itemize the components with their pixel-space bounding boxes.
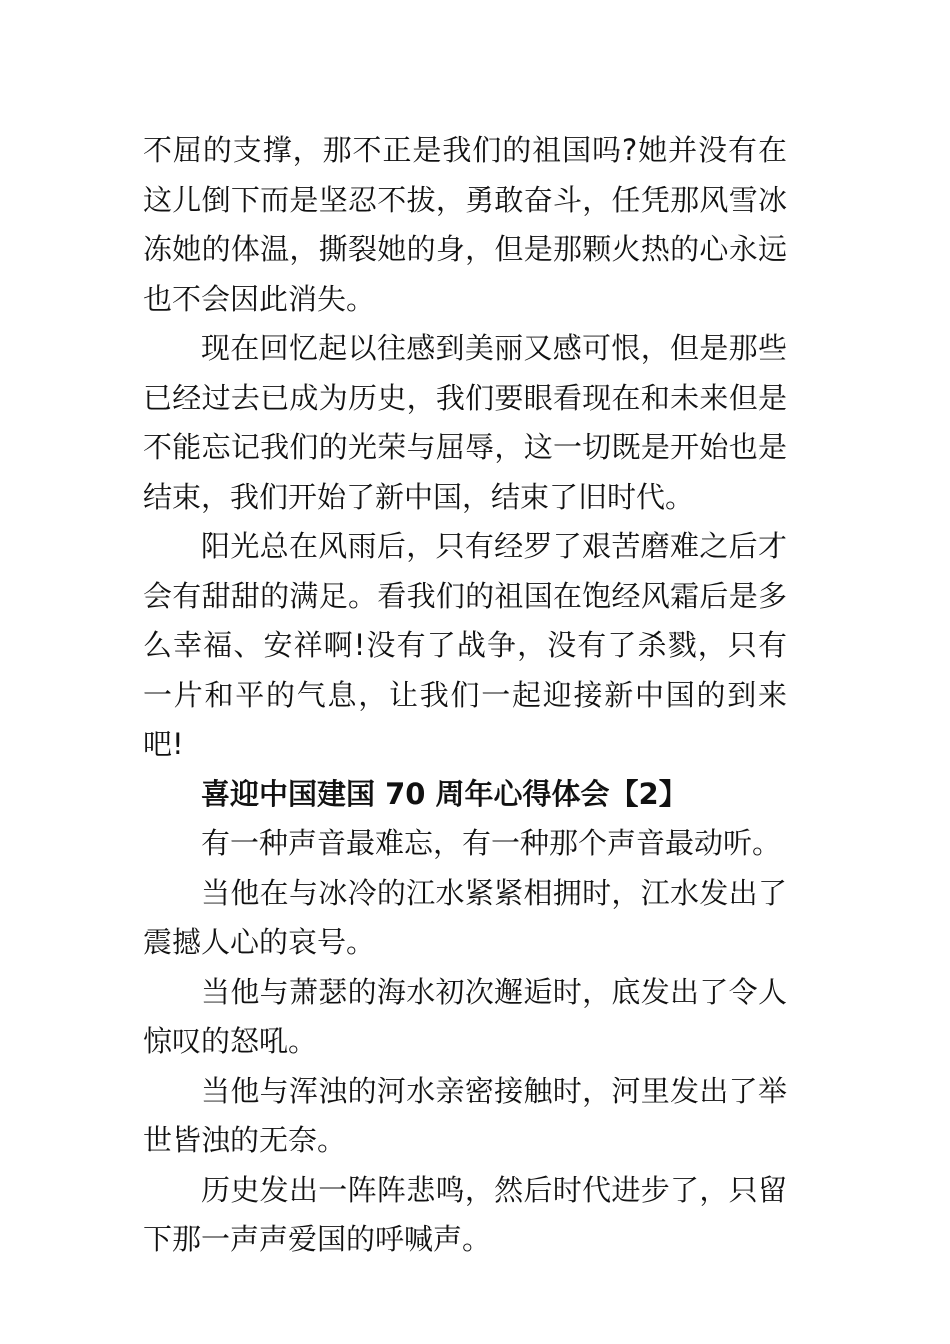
section-heading: 喜迎中国建国 70 周年心得体会【2】	[201, 776, 688, 811]
paragraph-continued: 不屈的支撑，那不正是我们的祖国吗?她并没有在这儿倒下而是坚忍不拔，勇敢奋斗，任凭那风雪冰冻她的体温，撕裂她的身，但是那颗火热的心永远也不会因此消失。	[143, 133, 787, 316]
paragraph: 有一种声音最难忘，有一种那个声音最动听。	[201, 826, 782, 860]
paragraph: 当他在与冰冷的江水紧紧相拥时，江水发出了震撼人心的哀号。	[143, 875, 787, 959]
paragraph: 阳光总在风雨后，只有经罗了艰苦磨难之后才会有甜甜的满足。看我们的祖国在饱经风霜后是多么幸福、安祥啊!没有了战争，没有了杀戮，只有一片和平的气息，让我们一起迎接新中国的到来吧!	[143, 529, 787, 761]
paragraph: 历史发出一阵阵悲鸣，然后时代进步了，只留下那一声声爱国的呼喊声。	[143, 1172, 787, 1256]
paragraph: 当他与浑浊的河水亲密接触时，河里发出了举世皆浊的无奈。	[143, 1073, 787, 1157]
paragraph: 当他与萧瑟的海水初次邂逅时，底发出了令人惊叹的怒吼。	[143, 974, 787, 1058]
paragraph: 现在回忆起以往感到美丽又感可恨，但是那些已经过去已成为历史，我们要眼看现在和未来但是不能忘记我们的光荣与屈辱，这一切既是开始也是结束，我们开始了新中国，结束了旧时代。	[143, 331, 787, 514]
document-body	[143, 126, 787, 1265]
